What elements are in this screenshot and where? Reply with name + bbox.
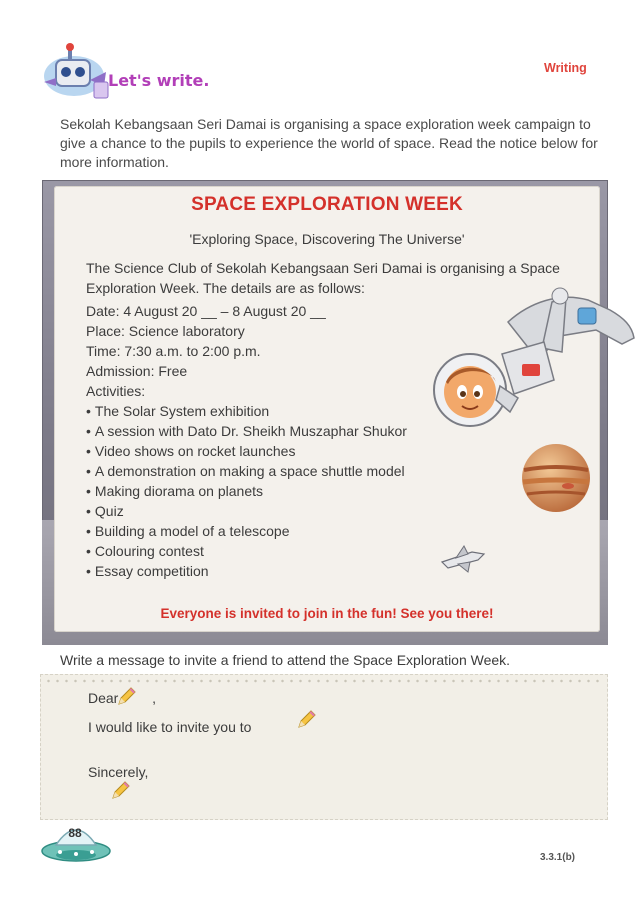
list-item: • A session with Dato Dr. Sheikh Muszaphar Shukor xyxy=(86,421,576,441)
astronaut-illustration-icon xyxy=(410,282,638,462)
notice-time: Time: 7:30 a.m. to 2:00 p.m. xyxy=(86,343,261,359)
list-item: • A demonstration on making a space shuttle model xyxy=(86,461,576,481)
section-label: Writing xyxy=(544,61,587,75)
jupiter-planet-icon xyxy=(518,440,594,516)
pencil-icon[interactable] xyxy=(116,687,136,707)
notice-call-to-action: Everyone is invited to join in the fun! See you there! xyxy=(160,606,494,621)
ufo-page-badge-icon xyxy=(40,815,114,869)
notice-place: Place: Science laboratory xyxy=(86,323,245,339)
notice-subtitle: 'Exploring Space, Discovering The Universe' xyxy=(189,231,465,247)
list-item: • Colouring contest xyxy=(86,541,576,561)
dotted-border xyxy=(44,676,604,686)
pencil-icon[interactable] xyxy=(110,781,130,801)
lets-write-heading: Let's write. xyxy=(108,71,210,90)
standard-code: 3.3.1(b) xyxy=(540,852,576,863)
page-number: 88 xyxy=(68,826,82,840)
list-item: • Making diorama on planets xyxy=(86,481,576,501)
space-shuttle-icon xyxy=(438,538,488,574)
intro-paragraph: Sekolah Kebangsaan Seri Damai is organising a space exploration week campaign to give a chance to the pupils to experience the world of space. Read the notice below for more information. xyxy=(60,116,598,170)
list-item: • Quiz xyxy=(86,501,576,521)
list-item: • Building a model of a telescope xyxy=(86,521,576,541)
robot-mascot-icon xyxy=(34,42,112,104)
notice-date: Date: 4 August 20 __ – 8 August 20 __ xyxy=(86,303,326,319)
salutation-comma: , xyxy=(152,690,157,706)
list-item: • Video shows on rocket launches xyxy=(86,441,576,461)
notice-intro: The Science Club of Sekolah Kebangsaan Seri Damai is organising a Space Exploration Week. The details are as follows: xyxy=(86,260,560,296)
list-item: • Essay competition xyxy=(86,561,576,581)
pencil-icon[interactable] xyxy=(296,710,316,730)
closing: Sincerely, xyxy=(88,764,149,780)
salutation-label: Dear xyxy=(88,690,119,706)
writing-instruction: Write a message to invite a friend to attend the Space Exploration Week. xyxy=(60,652,511,668)
activities-label: Activities: xyxy=(86,383,146,399)
notice-title: SPACE EXPLORATION WEEK xyxy=(191,194,463,215)
list-item: • The Solar System exhibition xyxy=(86,401,576,421)
invite-line: I would like to invite you to xyxy=(88,719,252,735)
notice-admission: Admission: Free xyxy=(86,363,188,379)
